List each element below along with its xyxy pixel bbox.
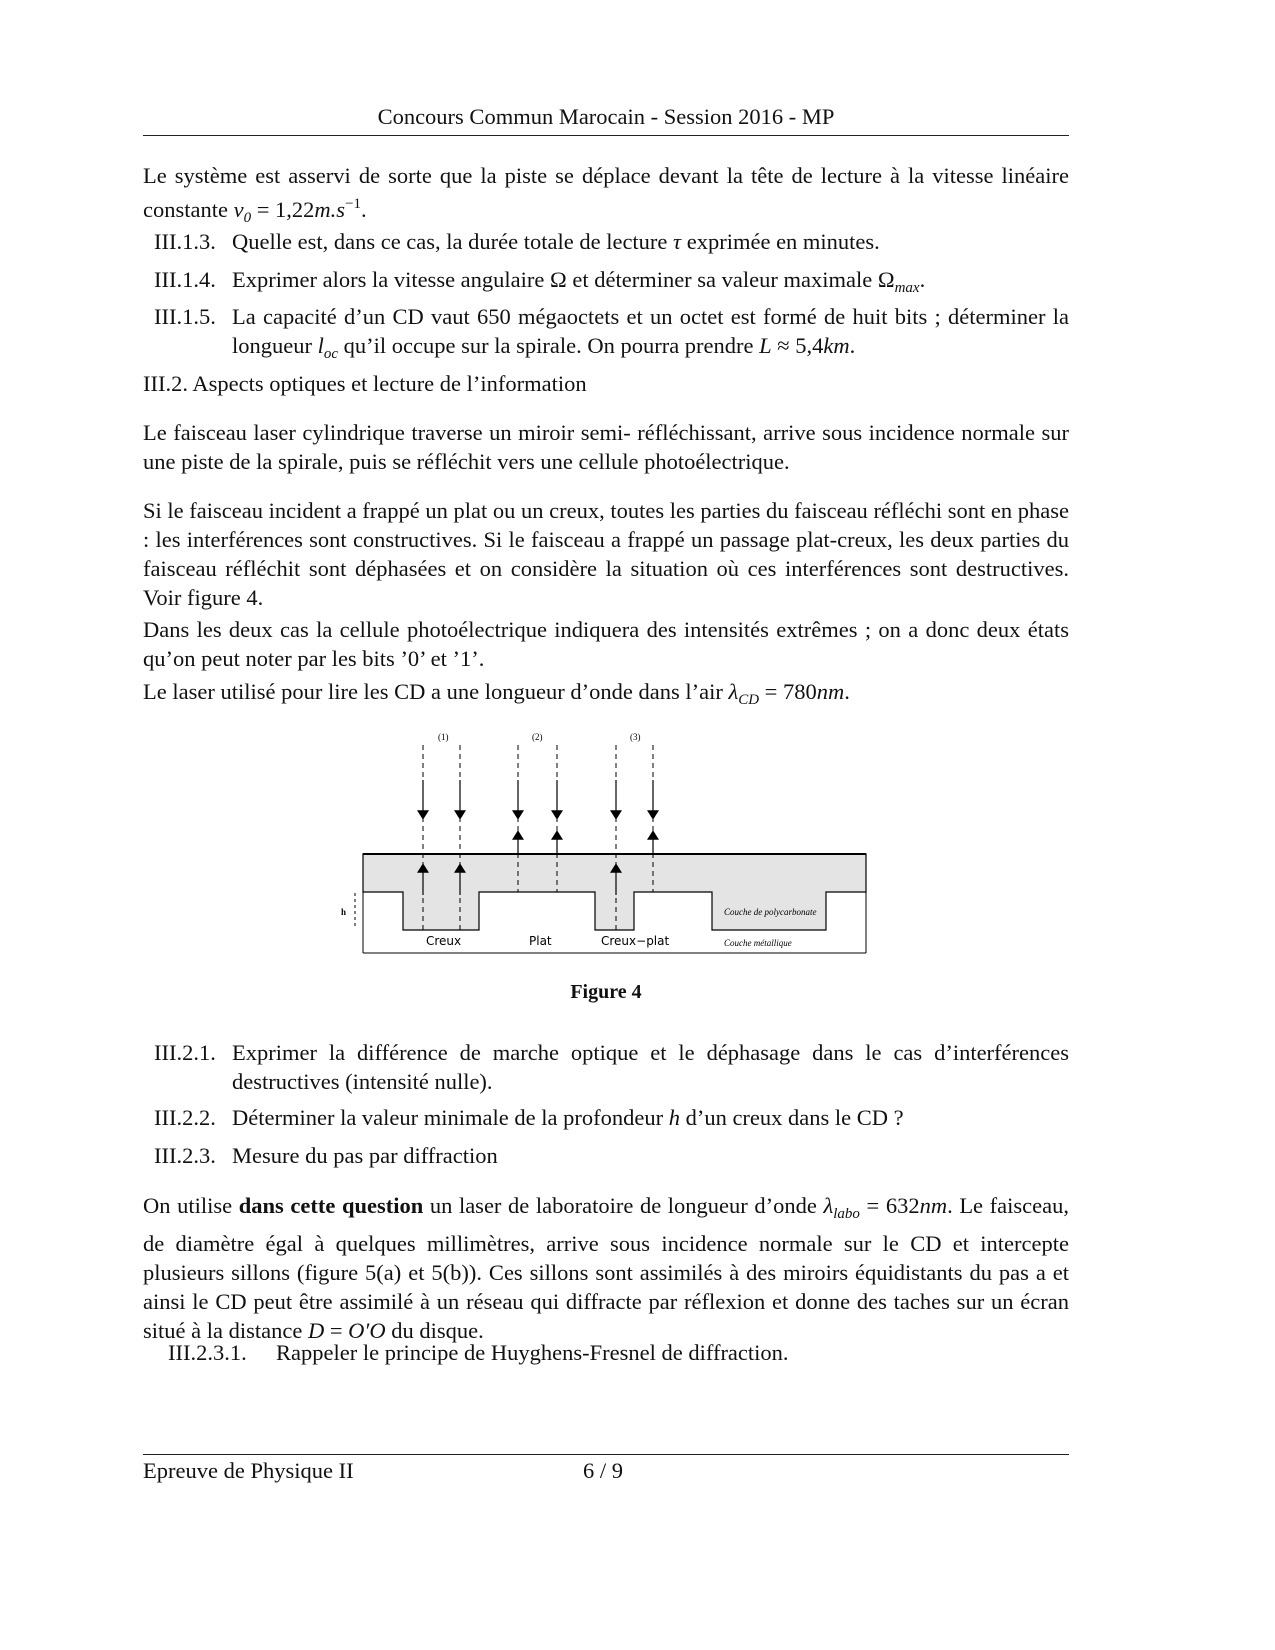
question-III-2-3: [154, 1141, 1069, 1170]
text-run: Le faisceau laser cylindrique traverse un miroir semi- réfléchissant, arrive sous incidence normale sur une piste de la spirale, puis se réfléchit vers une cellule photoélectrique.: [143, 420, 1069, 474]
math-symbol: v: [233, 197, 244, 222]
question-text: [154, 265, 1069, 303]
text-run: = 1,22: [251, 197, 315, 222]
text-run: Quelle est, dans ce cas, la durée totale de lecture: [232, 229, 674, 254]
text-run: Déterminer la valeur minimale de la profondeur: [232, 1105, 669, 1130]
creux-label: Creux: [426, 934, 462, 948]
depth-label: h: [341, 907, 347, 917]
section-III-2: [143, 369, 1069, 398]
math-symbol: km: [823, 333, 850, 358]
question-text: [154, 1038, 1069, 1096]
section-title: [192, 371, 586, 396]
bold-text: dans cette question: [238, 1193, 424, 1218]
text-run: ≈ 5,4: [771, 333, 824, 358]
beam-label-1: (1): [438, 732, 449, 742]
text-run: Aspects optiques et lecture de l’information: [192, 371, 587, 396]
question-III-1-3: [154, 227, 1069, 256]
text-run: exprimée en minutes.: [681, 229, 880, 254]
text-run: d’un creux dans le CD ?: [679, 1105, 904, 1130]
text-run: .: [849, 333, 856, 358]
text-run: Le laser utilisé pour lire les CD a une longueur d’onde dans l’air: [143, 679, 729, 704]
paragraph: [143, 161, 1069, 233]
question-III-2-3-1: [168, 1338, 1068, 1367]
math-symbol: h: [668, 1105, 680, 1130]
text-run: Exprimer alors la vitesse angulaire Ω et déterminer sa valeur maximale Ω: [232, 267, 895, 292]
paragraph: [143, 418, 1069, 476]
math-symbol: L: [759, 333, 772, 358]
metal-layer-label: Couche métallique: [724, 938, 792, 948]
figure-4-diagram: [340, 725, 880, 965]
text-run: qu’il occupe sur la spirale. On pourra prendre: [338, 333, 760, 358]
section-number: III.2.: [143, 371, 188, 396]
math-symbol: m.s: [314, 197, 346, 222]
question-text: [154, 1103, 1069, 1132]
footer-rule: [143, 1454, 1069, 1455]
text-run: un laser de laboratoire de longueur d’onde: [423, 1193, 824, 1218]
text-run: Le système est asservi de sorte que la piste se déplace devant la tête de lecture à la vitesse linéaire constante: [143, 163, 1069, 222]
question-III-2-1: [154, 1038, 1069, 1096]
plat-label: Plat: [529, 934, 552, 948]
header-rule: [143, 135, 1069, 136]
text-run: Exprimer la différence de marche optique et le déphasage dans le cas d’interférences destructives (intensité nulle).: [232, 1040, 1069, 1094]
text-run: Si le faisceau incident a frappé un plat ou un creux, toutes les parties du faisceau réfléchi sont en phase : les interférences sont constructives. Si le faisceau a frappé un passage plat-creux, les deux parties du faisceau réfléchit sont déphasées et on considère la situation où ces interférences sont destructives. Voir figure 4.: [143, 498, 1069, 610]
subscript: labo: [833, 1206, 860, 1222]
question-number: III.1.5.: [154, 304, 216, 329]
question-III-2-2: [154, 1103, 1069, 1132]
text-run: La capacité d’un CD vaut 650 mégaoctets et un octet est formé de huit bits ; déterminer la longueur: [232, 304, 1069, 358]
math-symbol: O′O: [348, 1318, 386, 1343]
question-text: [154, 227, 1069, 256]
question-number: III.2.2.: [154, 1105, 216, 1130]
math-symbol: l: [317, 333, 324, 358]
creux-plat-label: Creux−plat: [601, 934, 670, 948]
text-run: .: [919, 267, 926, 292]
question-number: III.1.3.: [154, 229, 216, 254]
math-symbol: D: [307, 1318, 325, 1343]
polycarbonate-layer: [363, 854, 866, 930]
text-run: = 780: [759, 679, 817, 704]
math-symbol: λ: [728, 679, 739, 704]
beam-label-3: (3): [630, 732, 641, 742]
poly-layer-label: Couche de polycarbonate: [724, 907, 817, 917]
paragraph: [143, 496, 1069, 612]
text-run: du disque.: [385, 1318, 484, 1343]
text-run: .: [844, 679, 850, 704]
question-number: III.2.3.: [154, 1143, 216, 1168]
math-symbol: τ: [673, 229, 682, 254]
subscript: 0: [243, 210, 252, 226]
paragraph: [143, 1191, 1069, 1345]
text-run: Mesure du pas par diffraction: [232, 1143, 498, 1168]
paragraph: [143, 615, 1069, 673]
text-run: =: [324, 1318, 349, 1343]
text-run: . Le faisceau, de diamètre égal à quelques millimètres, arrive sous incidence normale sur le CD et intercepte plusieurs sillons (figure 5(a) et 5(b)). Ces sillons sont assimilés à des miroirs équidistants du pas a et ainsi le CD peut être assimilé à un réseau qui diffracte par réflexion et donne des taches sur un écran situé à la distance: [143, 1193, 1069, 1343]
math-symbol: nm: [816, 679, 845, 704]
subscript: CD: [738, 692, 760, 708]
question-text: [168, 1338, 1068, 1367]
question-III-1-4: [154, 265, 1069, 303]
superscript: −1: [345, 196, 362, 212]
text-run: On utilise: [143, 1193, 239, 1218]
footer-title: Epreuve de Physique II: [143, 1458, 354, 1483]
text-run: = 632: [859, 1193, 920, 1218]
question-number: III.2.3.1.: [168, 1340, 247, 1365]
beam-label-2: (2): [532, 732, 543, 742]
paragraph: [143, 677, 1069, 715]
question-text: [154, 1141, 1069, 1170]
question-III-1-5: [154, 302, 1069, 369]
math-symbol: λ: [823, 1193, 834, 1218]
page-number: 6 / 9: [583, 1458, 624, 1483]
question-text: [154, 302, 1069, 369]
question-number: III.2.1.: [154, 1040, 216, 1065]
subscript: oc: [323, 346, 339, 362]
math-symbol: nm: [919, 1193, 948, 1218]
subscript: max: [894, 280, 920, 296]
figure-caption: Figure 4: [570, 981, 642, 1003]
page-header: Concours Commun Marocain - Session 2016 - MP: [377, 104, 835, 129]
text-run: Dans les deux cas la cellule photoélectrique indiquera des intensités extrêmes ; on a donc deux états qu’on peut noter par les bits ’0’ et ’1’.: [143, 617, 1069, 671]
question-number: III.1.4.: [154, 267, 216, 292]
text-run: .: [361, 197, 367, 222]
text-run: Rappeler le principe de Huyghens-Fresnel de diffraction.: [276, 1340, 789, 1365]
